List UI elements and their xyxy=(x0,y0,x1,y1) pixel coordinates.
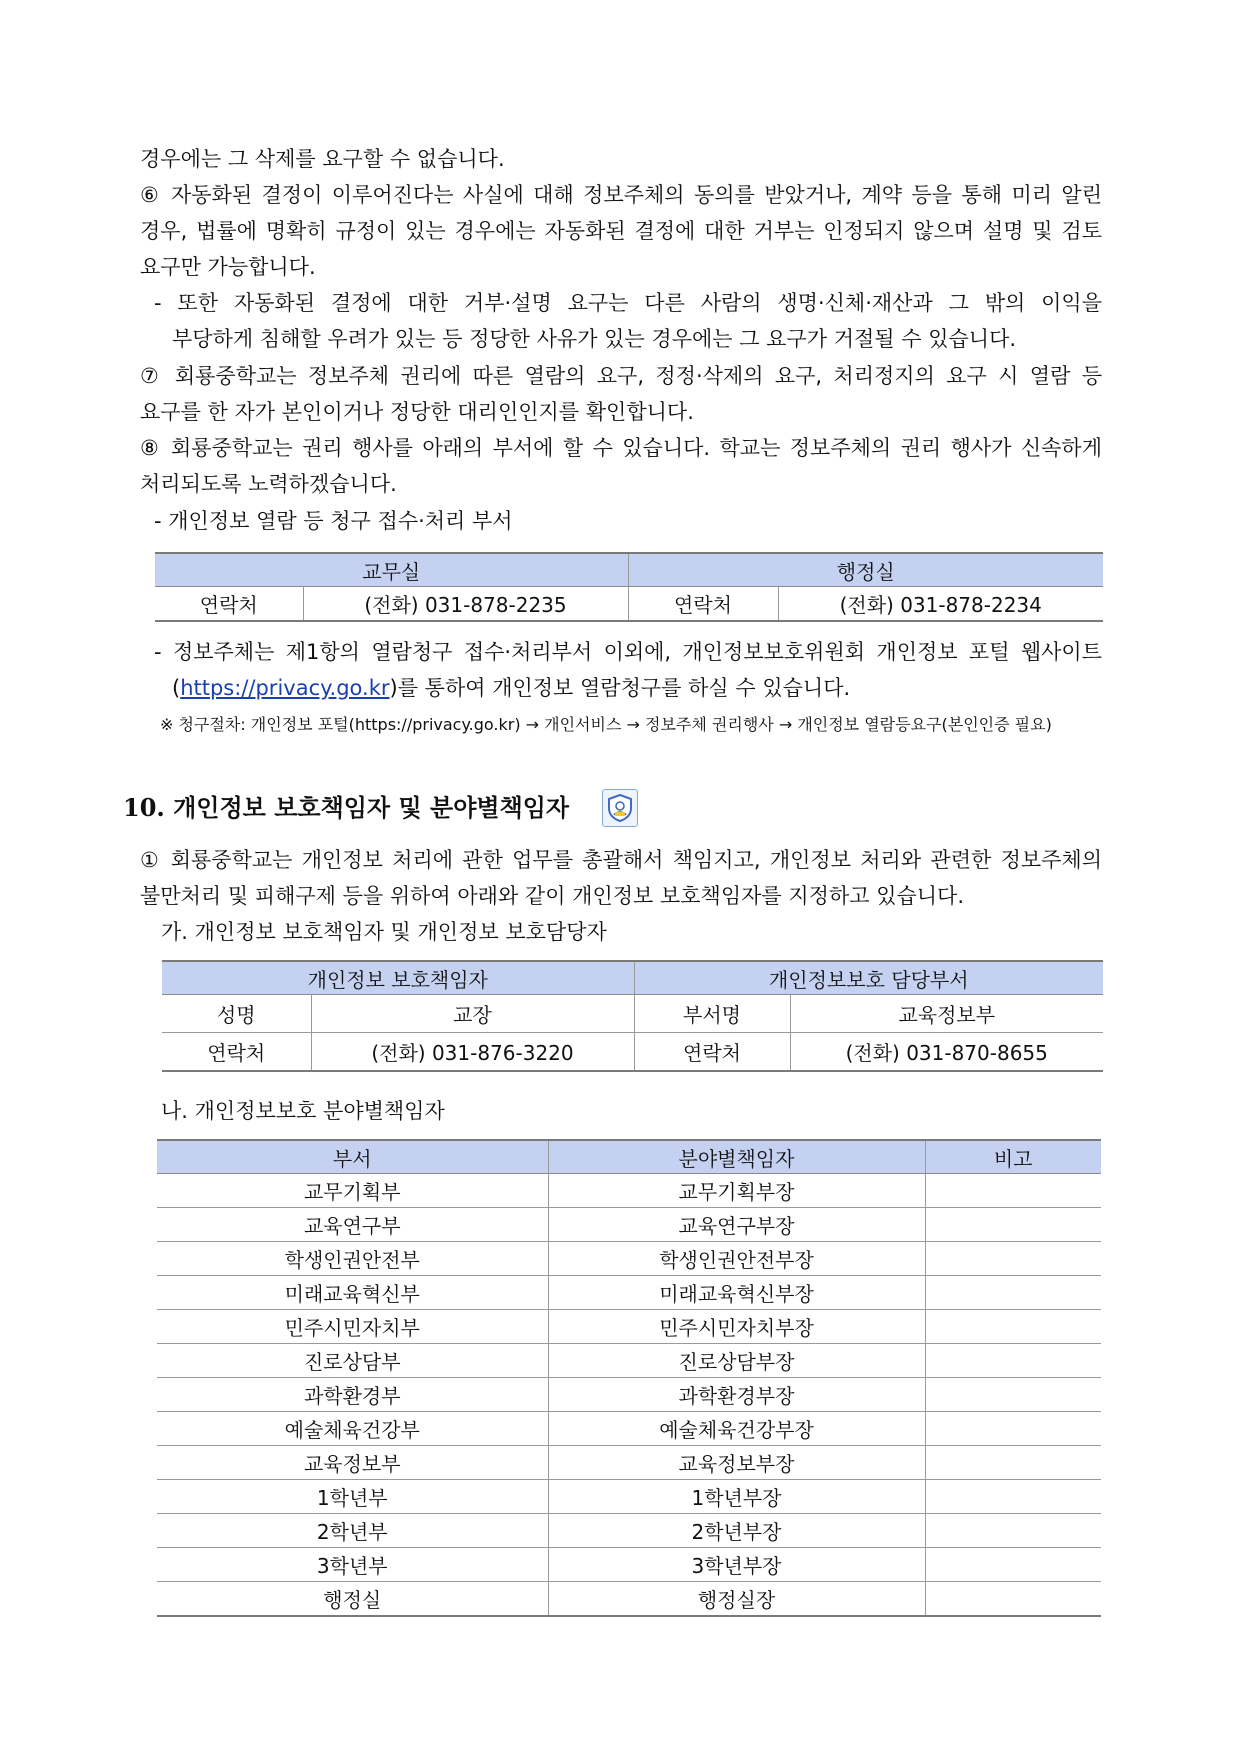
table-cell: 행정실 xyxy=(157,1582,548,1617)
section-heading: 10. 개인정보 보호책임자 및 분야별책임자 xyxy=(123,793,570,822)
table-cell: 민주시민자치부장 xyxy=(548,1310,925,1344)
table-cell: 교육연구부 xyxy=(157,1208,548,1242)
paragraph-text: - 정보주체는 제1항의 열람청구 접수·처리부서 이외에, 개인정보보호위원회 개인정보 포털 웹사이트 xyxy=(154,640,1102,664)
subheading: 나. 개인정보보호 분야별책임자 xyxy=(161,1099,445,1123)
paragraph-text: 요구만 가능합니다. xyxy=(140,255,316,279)
table-cell: 학생인권안전부장 xyxy=(548,1242,925,1276)
table-row xyxy=(162,1033,1103,1072)
table-row xyxy=(157,1548,1101,1582)
table-cell xyxy=(925,1344,1101,1378)
table-cell: 학생인권안전부 xyxy=(157,1242,548,1276)
paragraph-text: 불만처리 및 피해구제 등을 위하여 아래와 같이 개인정보 보호책임자를 지정하고 있습니다. xyxy=(140,884,965,908)
paragraph-text: 경우에는 그 삭제를 요구할 수 없습니다. xyxy=(140,147,505,171)
table-cell: 민주시민자치부 xyxy=(157,1310,548,1344)
table-row xyxy=(157,1208,1101,1242)
paragraph-text: ⑧ 회룡중학교는 권리 행사를 아래의 부서에 할 수 있습니다. 학교는 정보주체의 권리 행사가 신속하게 xyxy=(140,436,1102,460)
subheading: 가. 개인정보 보호책임자 및 개인정보 보호담당자 xyxy=(161,920,607,944)
paragraph-text: ① 회룡중학교는 개인정보 처리에 관한 업무를 총괄해서 책임지고, 개인정보 처리와 관련한 정보주체의 xyxy=(140,848,1102,872)
table-cell: (전화) 031-876-3220 xyxy=(311,1033,634,1072)
privacy-portal-link[interactable]: https://privacy.go.kr xyxy=(180,676,390,700)
table-cell: 진로상담부 xyxy=(157,1344,548,1378)
paragraph-text: ⑦ 회룡중학교는 정보주체 권리에 따른 열람의 요구, 정정·삭제의 요구, 처리정지의 요구 시 열람 등 xyxy=(140,364,1102,388)
table-cell xyxy=(925,1582,1101,1617)
table-cell: 1학년부장 xyxy=(548,1480,925,1514)
table-cell: (전화) 031-878-2234 xyxy=(778,587,1103,622)
table-row xyxy=(157,1174,1101,1208)
table-cell: 미래교육혁신부 xyxy=(157,1276,548,1310)
table-row xyxy=(157,1276,1101,1310)
table-cell: (전화) 031-870-8655 xyxy=(790,1033,1103,1072)
table-cell xyxy=(925,1310,1101,1344)
table-cell: 연락처 xyxy=(155,587,303,622)
table-cell: 과학환경부장 xyxy=(548,1378,925,1412)
table-cell: 과학환경부 xyxy=(157,1378,548,1412)
table-cell: 2학년부 xyxy=(157,1514,548,1548)
table-row xyxy=(157,1344,1101,1378)
table-cell: 연락처 xyxy=(162,1033,311,1072)
table-row xyxy=(157,1480,1101,1514)
paragraph-text: - 또한 자동화된 결정에 대한 거부·설명 요구는 다른 사람의 생명·신체·재산과 그 밖의 이익을 xyxy=(154,291,1102,315)
paragraph-text: 요구를 한 자가 본인이거나 정당한 대리인인지를 확인합니다. xyxy=(140,400,694,424)
table-row xyxy=(157,1446,1101,1480)
field-officer-table xyxy=(157,1139,1101,1617)
table-cell: 예술체육건강부 xyxy=(157,1412,548,1446)
privacy-shield-icon xyxy=(602,789,638,827)
table-header: 교무실 xyxy=(155,553,628,587)
table-header: 분야별책임자 xyxy=(548,1140,925,1174)
paragraph-text: 처리되도록 노력하겠습니다. xyxy=(140,472,397,496)
table-cell: (전화) 031-878-2235 xyxy=(303,587,628,622)
paragraph-text: 부당하게 침해할 우려가 있는 등 정당한 사유가 있는 경우에는 그 요구가 거절될 수 있습니다. xyxy=(172,327,1017,351)
table-row xyxy=(155,587,1103,622)
table-cell: 교육정보부 xyxy=(790,995,1103,1033)
table-row xyxy=(157,1310,1101,1344)
table-cell: 2학년부장 xyxy=(548,1514,925,1548)
table-row xyxy=(157,1412,1101,1446)
table-cell xyxy=(925,1412,1101,1446)
table-cell: 연락처 xyxy=(628,587,778,622)
table-cell: 교육정보부 xyxy=(157,1446,548,1480)
paragraph-text: ⑥ 자동화된 결정이 이루어진다는 사실에 대해 정보주체의 동의를 받았거나, 계약 등을 통해 미리 알린 xyxy=(140,183,1102,207)
table-cell: 교육연구부장 xyxy=(548,1208,925,1242)
paragraph-text: )를 통하여 개인정보 열람청구를 하실 수 있습니다. xyxy=(389,676,851,700)
table-cell: 3학년부장 xyxy=(548,1548,925,1582)
table-cell xyxy=(925,1174,1101,1208)
table-cell: 진로상담부장 xyxy=(548,1344,925,1378)
table-cell xyxy=(925,1480,1101,1514)
table-cell xyxy=(925,1378,1101,1412)
table-cell: 3학년부 xyxy=(157,1548,548,1582)
table-cell: 예술체육건강부장 xyxy=(548,1412,925,1446)
table-cell xyxy=(925,1514,1101,1548)
table-header: 행정실 xyxy=(628,553,1103,587)
table-cell: 부서명 xyxy=(634,995,790,1033)
request-procedure-note: ※ 청구절차: 개인정보 포털(https://privacy.go.kr) → 개인서비스 → 정보주체 권리행사 → 개인정보 열람등요구(본인인증 필요) xyxy=(160,715,1052,734)
paragraph-text: 경우, 법률에 명확히 규정이 있는 경우에는 자동화된 결정에 대한 거부는 인정되지 않으며 설명 및 검토 xyxy=(140,219,1102,243)
paragraph-text xyxy=(172,670,850,707)
request-department-table xyxy=(155,552,1103,622)
table-cell xyxy=(925,1446,1101,1480)
paragraph-text: - 개인정보 열람 등 청구 접수·처리 부서 xyxy=(154,509,513,533)
table-cell: 교장 xyxy=(311,995,634,1033)
table-cell: 성명 xyxy=(162,995,311,1033)
table-header: 개인정보보호 담당부서 xyxy=(634,961,1103,995)
table-row xyxy=(157,1582,1101,1617)
table-row xyxy=(157,1242,1101,1276)
table-row xyxy=(157,1514,1101,1548)
table-cell: 행정실장 xyxy=(548,1582,925,1617)
table-cell: 연락처 xyxy=(634,1033,790,1072)
table-header: 부서 xyxy=(157,1140,548,1174)
table-header: 비고 xyxy=(925,1140,1101,1174)
table-cell: 교무기획부장 xyxy=(548,1174,925,1208)
table-cell: 교육정보부장 xyxy=(548,1446,925,1480)
table-header: 개인정보 보호책임자 xyxy=(162,961,634,995)
table-cell: 1학년부 xyxy=(157,1480,548,1514)
table-cell xyxy=(925,1242,1101,1276)
privacy-officer-table xyxy=(162,960,1103,1072)
table-cell xyxy=(925,1548,1101,1582)
table-row xyxy=(157,1378,1101,1412)
table-cell: 교무기획부 xyxy=(157,1174,548,1208)
table-cell: 미래교육혁신부장 xyxy=(548,1276,925,1310)
table-cell xyxy=(925,1208,1101,1242)
paragraph-text: ( xyxy=(172,676,181,700)
table-row xyxy=(162,995,1103,1033)
table-cell xyxy=(925,1276,1101,1310)
